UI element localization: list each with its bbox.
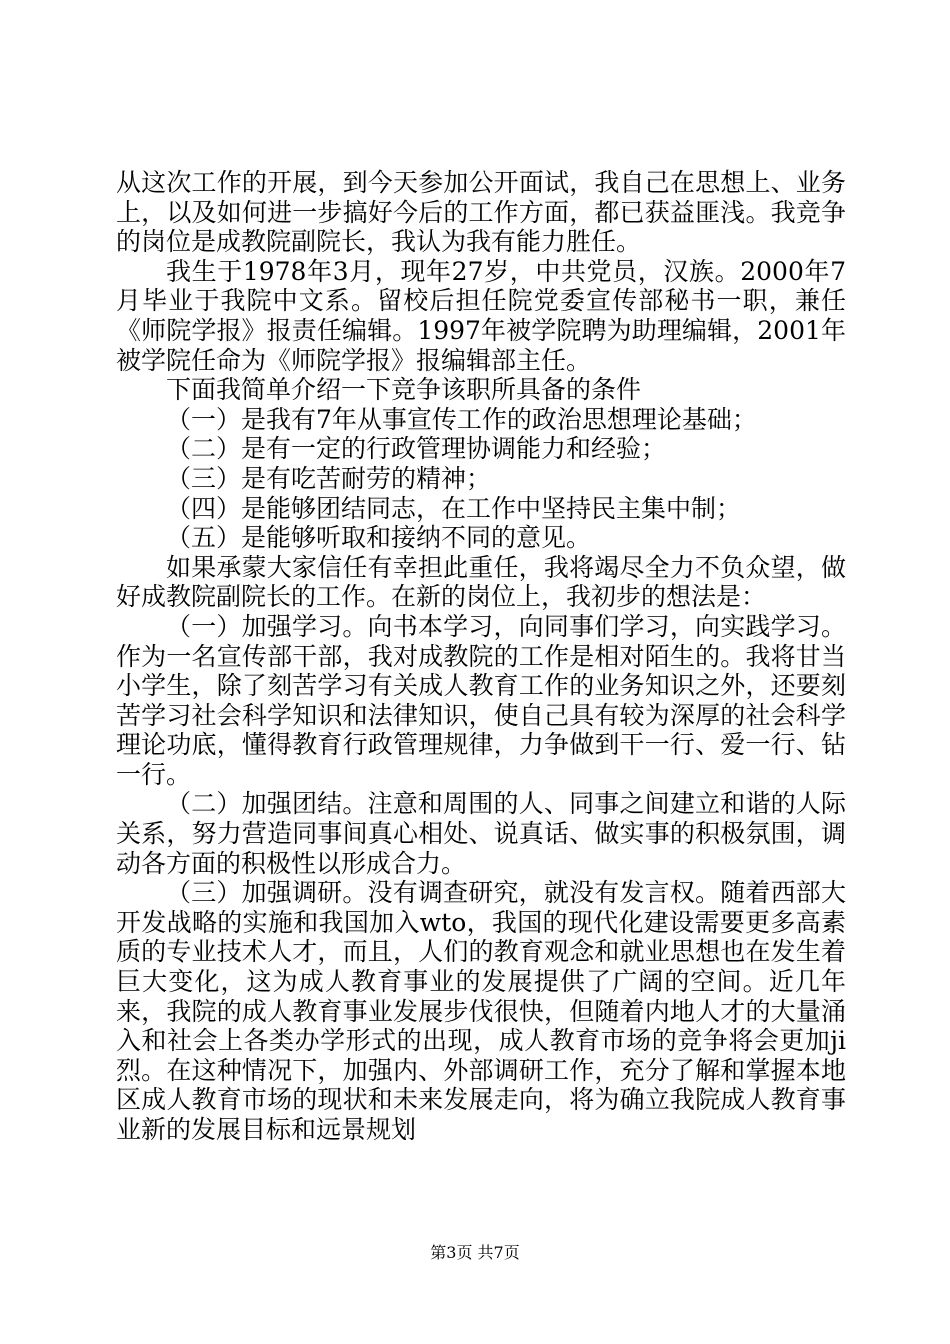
- paragraph-conditions-heading: 下面我简单介绍一下竞争该职所具备的条件: [166, 375, 642, 405]
- paragraph-plan-study: （一）加强学习。向书本学习，向同事们学习，向实践学习。作为一名宣传部干部，我对成教院的工作是相对陌生的。我将甘当小学生，除了刻苦学习有关成人教育工作的业务知识之外，还要刻苦学习社会科学知识和法律知识，使自己具有较为深厚的社会科学理论功底，懂得教育行政管理规律，力争做到干一行、爱一行、钻一行。: [116, 611, 846, 789]
- page-number-label: 第3页 共7页: [430, 1243, 520, 1262]
- paragraph-intro: 从这次工作的开展，到今天参加公开面试，我自己在思想上、业务上，以及如何进一步搞好今后的工作方面，都已获益匪浅。我竞争的岗位是成教院副院长，我认为我有能力胜任。: [116, 168, 846, 257]
- paragraph-condition-3: （三）是有吃苦耐劳的精神；: [166, 463, 492, 493]
- paragraph-condition-1: （一）是我有7年从事宣传工作的政治思想理论基础；: [166, 404, 757, 434]
- paragraph-plan-research: （三）加强调研。没有调查研究，就没有发言权。随着西部大开发战略的实施和我国加入wto，我国的现代化建设需要更多高素质的专业技术人才，而且，人们的教育观念和就业思想也在发生着巨大变化，这为成人教育事业的发展提供了广阔的空间。近几年来，我院的成人教育事业发展步伐很快，但随着内地人才的大量涌入和社会上各类办学形式的出现，成人教育市场的竞争将会更加ji烈。在这种情况下，加强内、外部调研工作，充分了解和掌握本地区成人教育市场的现状和未来发展走向，将为确立我院成人教育事业新的发展目标和远景规划: [116, 878, 846, 1144]
- paragraph-plan-unity: （二）加强团结。注意和周围的人、同事之间建立和谐的人际关系，努力营造同事间真心相处、说真话、做实事的积极氛围，调动各方面的积极性以形成合力。: [116, 789, 846, 878]
- paragraph-plans-intro: 如果承蒙大家信任有幸担此重任，我将竭尽全力不负众望，做好成教院副院长的工作。在新的岗位上，我初步的想法是：: [116, 552, 846, 612]
- paragraph-bio: 我生于1978年3月，现年27岁，中共党员，汉族。2000年7月毕业于我院中文系。留校后担任院党委宣传部秘书一职，兼任《师院学报》报责任编辑。1997年被学院聘为助理编辑，2001年被学院任命为《师院学报》报编辑部主任。: [116, 256, 846, 375]
- paragraph-condition-5: （五）是能够听取和接纳不同的意见。: [166, 523, 592, 553]
- document-body: [116, 168, 846, 1145]
- paragraph-condition-4: （四）是能够团结同志，在工作中坚持民主集中制；: [166, 493, 742, 523]
- paragraph-condition-2: （二）是有一定的行政管理协调能力和经验；: [166, 434, 667, 464]
- page-footer: [0, 1240, 950, 1263]
